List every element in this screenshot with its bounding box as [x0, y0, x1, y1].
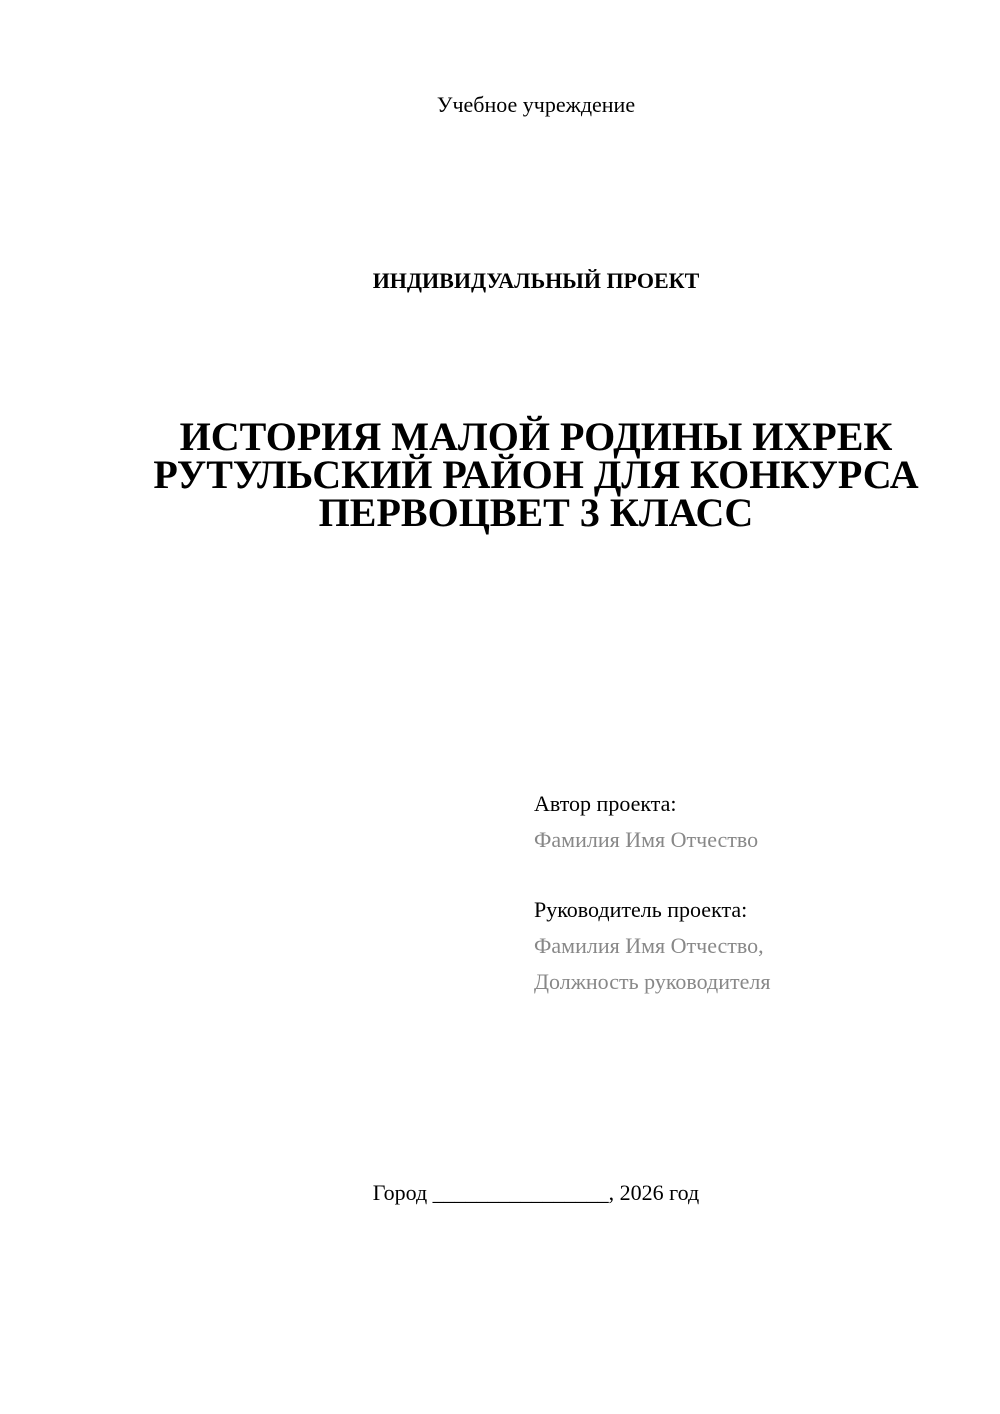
- supervisor-block: [534, 892, 974, 1000]
- document-type: ИНДИВИДУАЛЬНЫЙ ПРОЕКТ: [372, 268, 700, 293]
- supervisor-label: Руководитель проекта:: [534, 897, 748, 922]
- project-title: [0, 414, 1000, 535]
- city-label: Город: [372, 1180, 428, 1205]
- author-name: Фамилия Имя Отчество: [534, 827, 759, 852]
- supervisor-position: Должность руководителя: [534, 969, 771, 994]
- institution-name: Учебное учреждение: [436, 92, 636, 117]
- year-text: , 2026 год: [608, 1180, 700, 1205]
- project-title-line: ПЕРВОЦВЕТ 3 КЛАСС: [318, 490, 754, 535]
- author-block: [534, 786, 974, 858]
- project-title-line: ИСТОРИЯ МАЛОЙ РОДИНЫ ИХРЕК: [179, 414, 893, 459]
- city-year-line: [0, 1180, 1000, 1206]
- author-label: Автор проекта:: [534, 791, 677, 816]
- project-title-line: РУТУЛЬСКИЙ РАЙОН ДЛЯ КОНКУРСА: [153, 452, 919, 497]
- supervisor-name: Фамилия Имя Отчество,: [534, 933, 764, 958]
- city-blank: ________________: [432, 1180, 609, 1205]
